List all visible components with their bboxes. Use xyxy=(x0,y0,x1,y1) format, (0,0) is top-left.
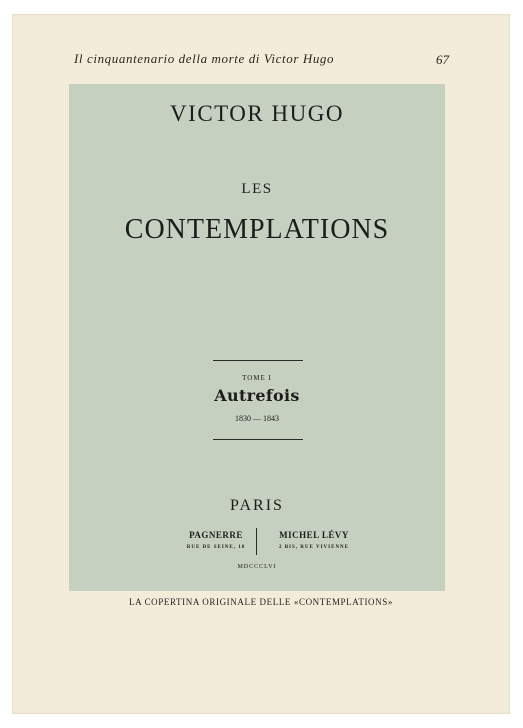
publisher-right xyxy=(266,530,362,550)
page-number: 67 xyxy=(436,52,449,67)
figure-caption: LA COPERTINA ORIGINALE DELLE «CONTEMPLATIONS» xyxy=(129,597,393,607)
cover-volume-title: Autrefois xyxy=(214,386,300,405)
cover-tome: TOME I xyxy=(242,374,272,382)
cover-plate xyxy=(69,84,445,591)
top-rule xyxy=(213,360,303,361)
cover-title: CONTEMPLATIONS xyxy=(124,214,390,245)
publisher-left-address: RUE DE SEINE, 18 xyxy=(186,545,246,550)
bottom-rule xyxy=(213,439,303,440)
cover-dates: 1830 — 1843 xyxy=(235,414,279,423)
publisher-divider xyxy=(256,528,257,555)
cover-article: LES xyxy=(241,181,273,197)
cover-year: MDCCCLVI xyxy=(237,564,277,570)
publisher-left-name: PAGNERRE xyxy=(189,530,243,540)
running-head: Il cinquantenario della morte di Victor Hugo xyxy=(74,51,335,66)
publisher-right-name: MICHEL LÉVY xyxy=(279,530,349,540)
publisher-left xyxy=(157,530,275,550)
cover-author: VICTOR HUGO xyxy=(170,101,344,126)
book-page xyxy=(12,14,510,714)
cover-city: PARIS xyxy=(230,497,284,514)
publisher-right-address: 2 BIS, RUE VIVIENNE xyxy=(278,545,350,550)
